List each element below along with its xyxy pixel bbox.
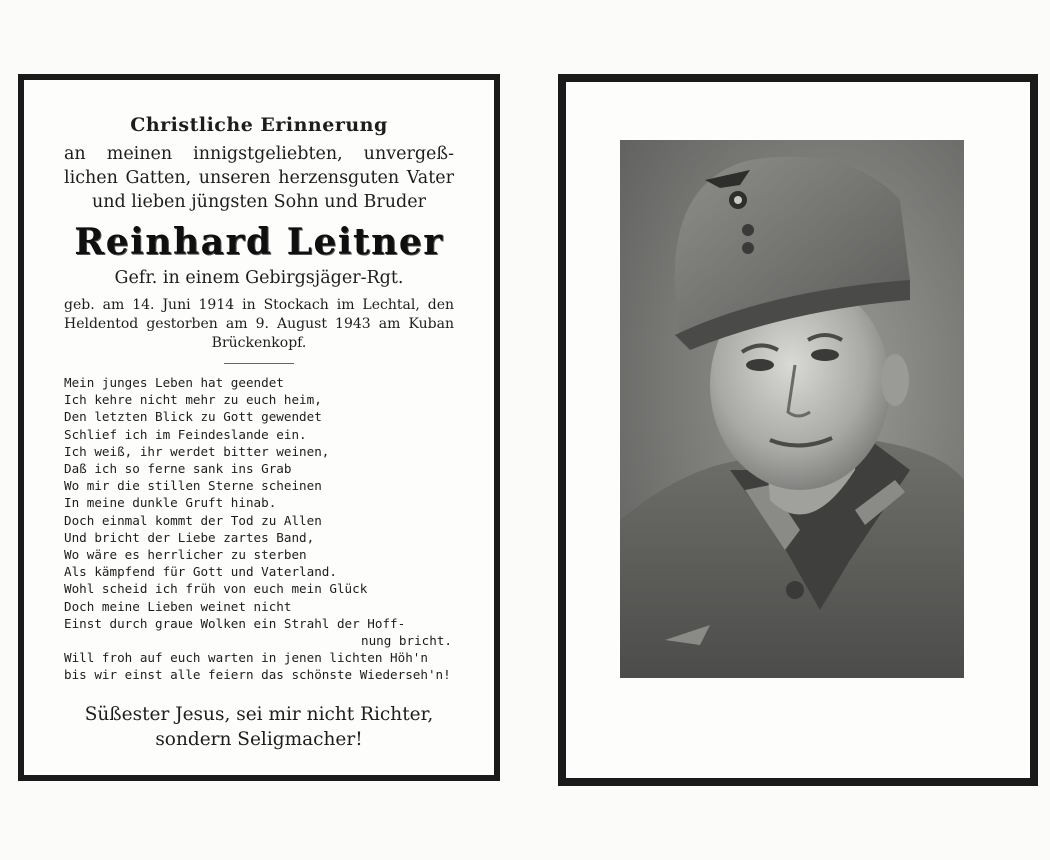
poem-line: Doch meine Lieben weinet nicht [64, 598, 292, 614]
poem-line: bis wir einst alle feiern das schönste Wiederseh'n! [64, 667, 451, 683]
poem-line: Wo mir die stillen Sterne scheinen [64, 478, 322, 494]
poem-line: Doch einmal kommt der Tod zu Allen [64, 512, 322, 528]
poem-line: In meine dunkle Gruft hinab. [64, 495, 277, 511]
poem-line: Daß ich so ferne sank ins Grab [64, 461, 292, 477]
poem-line: Den letzten Blick zu Gott gewendet [64, 409, 322, 425]
card-title: Christliche Erinnerung [130, 114, 388, 136]
poem-line: Wo wäre es herrlicher zu sterben [64, 547, 307, 563]
closing-line: Süßester Jesus, sei mir nicht Richter, [84, 703, 434, 725]
closing-prayer [64, 702, 454, 752]
soldier-portrait-illustration [620, 140, 964, 678]
poem-line: Ich kehre nicht mehr zu euch heim, [64, 392, 322, 408]
poem-line: Wohl scheid ich früh von euch mein Glück [64, 581, 368, 597]
memorial-text-card [18, 74, 500, 781]
poem-line: nung bricht. [361, 633, 452, 649]
poem-line: Will froh auf euch warten in jenen lichten Höh'n [64, 650, 428, 666]
deceased-name: Reinhard Leitner [74, 221, 444, 263]
poem-line: Schlief ich im Feindeslande ein. [64, 426, 307, 442]
poem-line: Und bricht der Liebe zartes Band, [64, 529, 315, 545]
poem-line: Mein junges Leben hat geendet [64, 375, 284, 390]
military-rank: Gefr. in einem Gebirgsjäger-Rgt. [114, 268, 404, 288]
biography-text: geb. am 14. Juni 1914 in Stockach im Lechtal, den Heldentod gestorben am 9. August 1943 am Kuban Brückenkopf. [64, 297, 454, 351]
portrait-photo [620, 140, 964, 678]
poem-line: Als kämpfend für Gott und Vaterland. [64, 564, 337, 580]
poem-line: Ich weiß, ihr werdet bitter weinen, [64, 443, 330, 459]
poem [64, 374, 454, 684]
closing-line: sondern Seligmacher! [155, 728, 363, 750]
poem-line: Einst durch graue Wolken ein Strahl der Hoff- [64, 615, 406, 631]
memorial-photo-card [558, 74, 1038, 786]
dedication-text: an meinen innigstgeliebten, unvergeß- lichen Gatten, unseren herzensguten Vater und lieben jüngsten Sohn und Bruder [64, 144, 454, 212]
divider [224, 363, 294, 364]
